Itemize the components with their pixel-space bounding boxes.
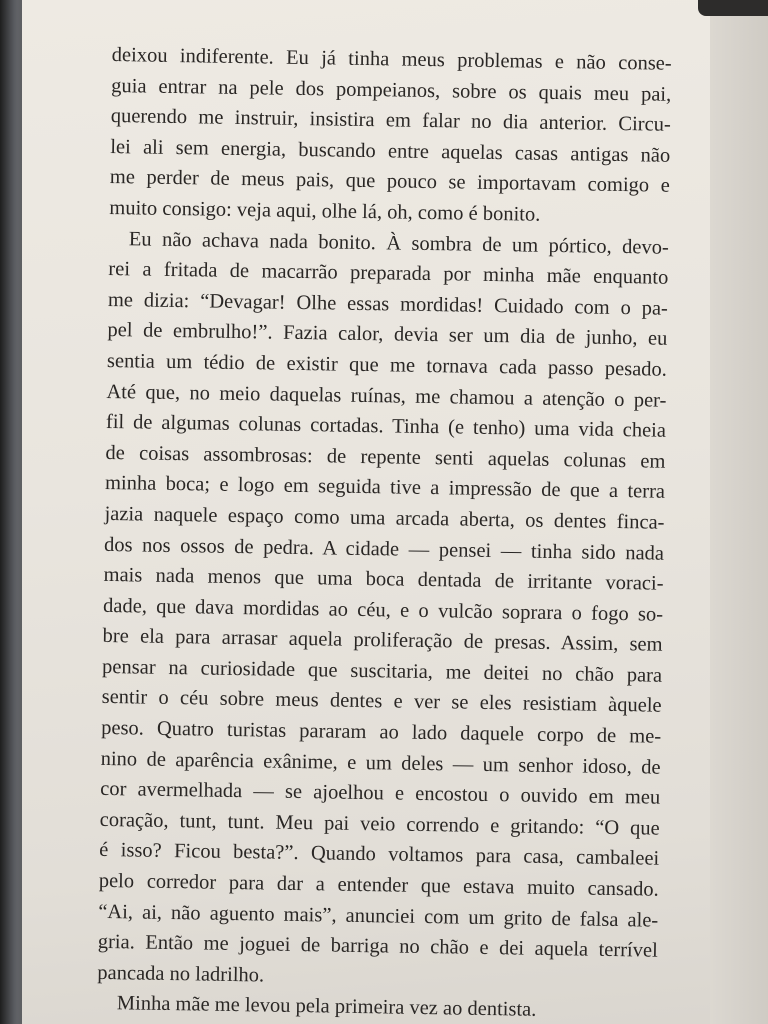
text-line: de coisas assombrosas: de repente senti aquelas colunas em [105,441,666,473]
text-line: sentia um tédio de existir que me tornava cada passo pesado. [106,349,668,381]
text-line: mais nada menos que uma boca dentada de irritante voraci- [103,564,664,595]
text-line: bre ela para arrasar aquela proliferação de presas. Assim, sem [102,625,663,657]
text-line: Eu não achava nada bonito. À sombra de um pórtico, devo- [128,227,669,259]
text-line: muito consigo: veja aqui, olhe lá, oh, como é bonito. [109,196,541,226]
text-line: dade, que dava mordidas ao céu, e o vulcão soprara o fogo so- [102,594,664,626]
text-line: gria. Então me joguei de barriga no chão e dei aquela terrível [97,931,658,962]
page-text [97,40,672,1024]
text-line: jazia naquele espaço como uma arcada aberta, os dentes finca- [104,502,665,534]
text-line: sentir o céu sobre meus dentes e ver se eles resistiam àquele [101,686,662,718]
text-line: pensar na curiosidade que suscitaria, me deitei no chão para [101,655,663,687]
paragraph [109,40,672,232]
text-line: nino de aparência exânime, e um deles — um senhor idoso, de [100,747,661,779]
text-line: coração, tunt, tunt. Meu pai veio correndo e gritando: “O que [99,808,660,840]
text-line: pancada no ladrilho. [97,961,265,987]
text-line: querendo me instruir, insistira em falar no dia anterior. Circu- [110,105,671,136]
text-line: fil de algumas colunas cortadas. Tinha (e tenho) uma vida cheia [105,411,667,442]
text-line: me dizia: “Devagar! Olhe essas mordidas! Cuidado com o pa- [107,288,669,320]
text-line: lei ali sem energia, buscando entre aquelas casas antigas não [110,135,671,167]
text-line: peso. Quatro turistas pararam ao lado daquele corpo de me- [101,716,662,748]
text-line: dos nos ossos de pedra. A cidade — pensei — tinha sido nada [103,533,665,565]
background-corner [698,0,768,16]
text-line: pel de embrulho!”. Fazia calor, devia ser um dia de junho, eu [107,319,668,351]
text-line: pelo corredor para dar a entender que estava muito cansado. [98,869,659,901]
text-line: Até que, no meio daquelas ruínas, me chamou a atenção o per- [106,380,667,412]
text-line: me perder de meus pais, que pouco se importavam comigo e [109,166,670,198]
text-line: minha boca; e logo em seguida tive a impressão de que a terra [104,472,666,504]
text-line: é isso? Ficou besta?”. Quando voltamos para casa, cambaleei [99,839,660,871]
text-line: guia entrar na pele dos pompeianos, sobre os quais meu pai, [111,74,672,106]
next-page-edge [710,0,768,1024]
text-line: “Ai, ai, não aguento mais”, anunciei com um grito de falsa ale- [98,900,659,932]
paragraph [97,224,669,998]
text-line: deixou indiferente. Eu já tinha meus problemas e não conse- [111,43,672,75]
text-line: rei a fritada de macarrão preparada por minha mãe enquanto [108,258,669,289]
text-line: cor avermelhada — se ajoelhou e encostou o ouvido em meu [100,778,661,809]
text-line: Minha mãe me levou pela primeira vez ao dentista. [116,992,537,1022]
